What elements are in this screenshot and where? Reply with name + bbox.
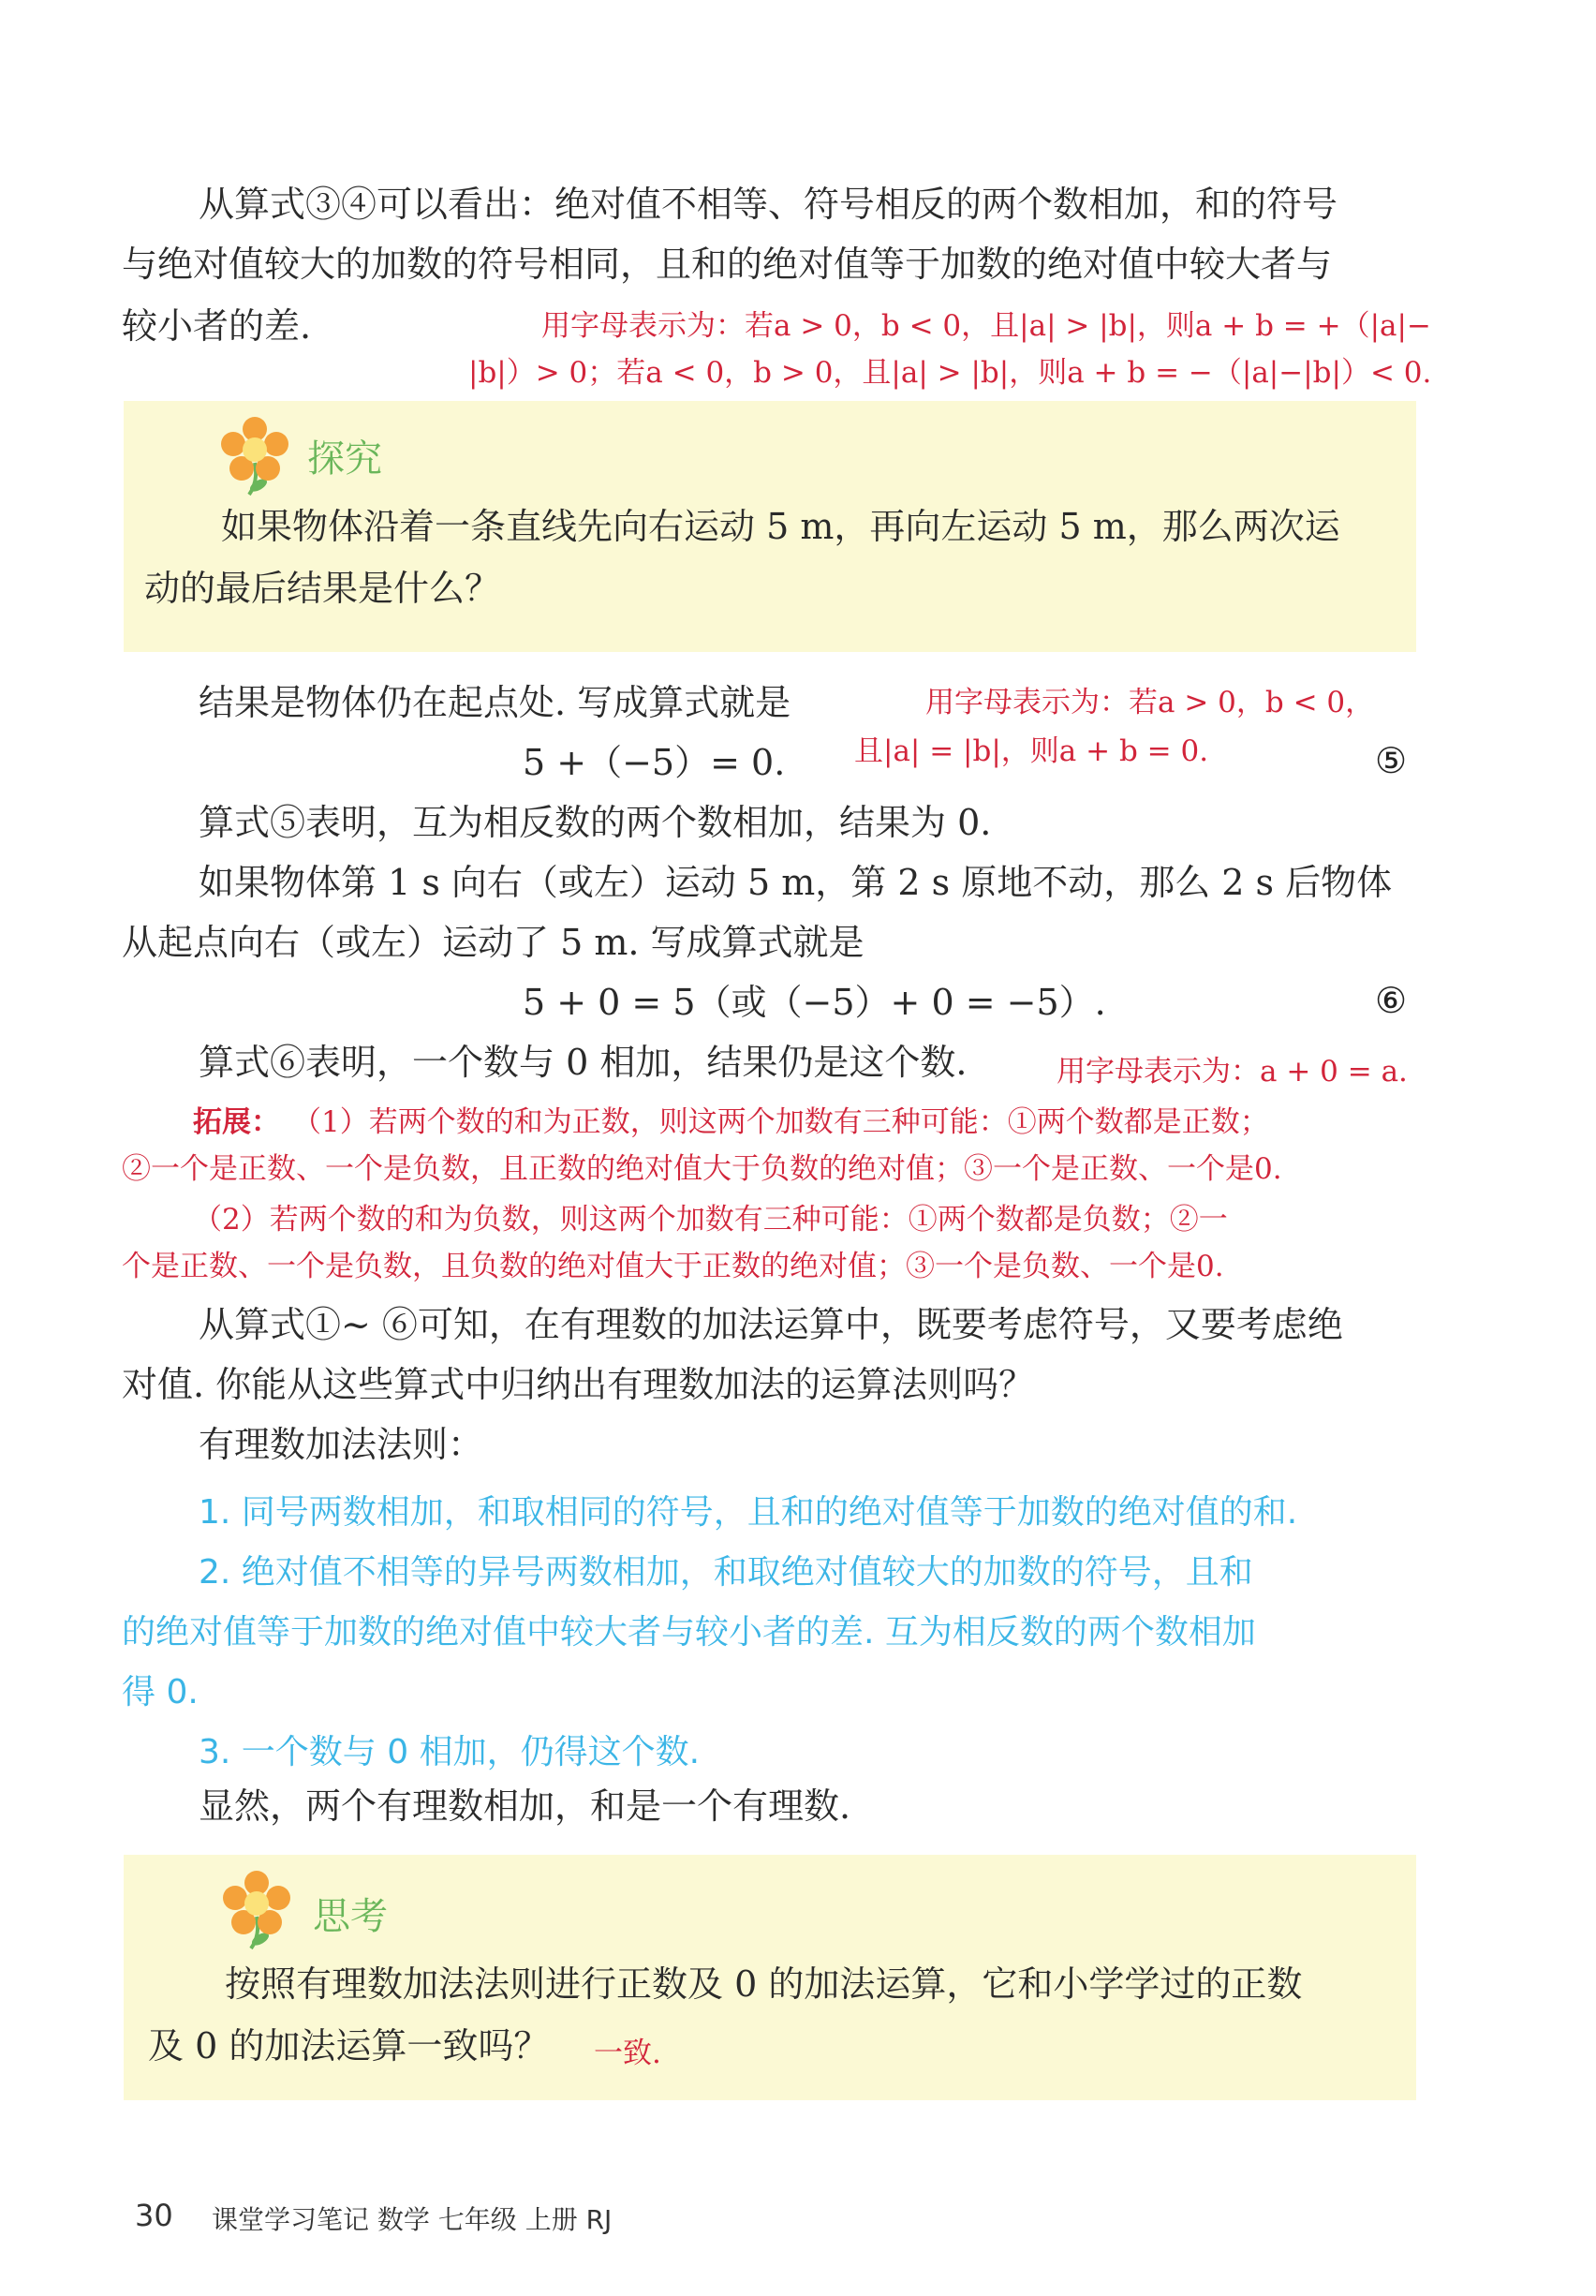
para5: 算式⑤表明，互为相反数的两个数相加，结果为 0. <box>199 802 992 843</box>
explore-box <box>124 401 1416 652</box>
explore-title: 探究 <box>307 437 382 481</box>
explore-line1: 如果物体沿着一条直线先向右运动 5 m，再向左运动 5 m，那么两次运 <box>221 506 1340 547</box>
rule-2-line3: 得 0. <box>122 1673 199 1711</box>
extension-line4: 个是正数、一个是负数，且负数的绝对值大于正数的绝对值；③一个是负数、一个是0. <box>122 1250 1224 1283</box>
equation-number-5: ⑤ <box>1375 740 1408 781</box>
para1-line3: 较小者的差. <box>122 305 312 347</box>
para7: 算式⑥表明，一个数与 0 相加，结果仍是这个数. <box>199 1042 968 1083</box>
think-title: 思考 <box>313 1895 388 1938</box>
equation-number-6: ⑥ <box>1375 980 1408 1021</box>
extension-label: 拓展： <box>193 1105 280 1139</box>
para1-line2: 与绝对值较大的加数的符号相同，且和的绝对值等于加数的绝对值中较大者与 <box>122 244 1333 285</box>
rule-2-line1: 2. 绝对值不相等的异号两数相加，和取绝对值较大的加数的符号，且和 <box>199 1553 1253 1592</box>
note1-line1: 用字母表示为：若a > 0，b < 0，且|a| > |b|，则a + b = +（|a|− <box>541 309 1431 343</box>
think-line2: 及 0 的加法运算一致吗？ <box>148 2025 550 2066</box>
extension-line1: （1）若两个数的和为正数，则这两个加数有三种可能：①两个数都是正数； <box>292 1105 1269 1139</box>
think-answer: 一致. <box>594 2037 661 2070</box>
para6-line2: 从起点向右（或左）运动了 5 m. 写成算式就是 <box>122 922 864 963</box>
think-line1: 按照有理数加法法则进行正数及 0 的加法运算，它和小学学过的正数 <box>225 1963 1303 2005</box>
para1-line1: 从算式③④可以看出：绝对值不相等、符号相反的两个数相加，和的符号 <box>199 184 1338 225</box>
result-note-line1: 用字母表示为：若a > 0，b < 0， <box>925 686 1375 719</box>
extension-line3: （2）若两个数的和为负数，则这两个加数有三种可能：①两个数都是负数；②一 <box>193 1203 1228 1237</box>
para8-line3: 有理数加法法则： <box>199 1424 484 1465</box>
footer-text: 课堂学习笔记 数学 七年级 上册 RJ <box>212 2204 613 2235</box>
equation-5: 5 +（−5）= 0. <box>523 742 786 783</box>
think-box <box>124 1855 1416 2100</box>
para8-line1: 从算式①~ ⑥可知，在有理数的加法运算中，既要考虑符号，又要考虑绝 <box>199 1304 1343 1345</box>
para6-line1: 如果物体第 1 s 向右（或左）运动 5 m，第 2 s 原地不动，那么 2 s 后物体 <box>199 862 1393 903</box>
result-line1: 结果是物体仍在起点处. 写成算式就是 <box>199 682 791 723</box>
rule-3: 3. 一个数与 0 相加，仍得这个数. <box>199 1733 701 1771</box>
para9: 显然，两个有理数相加，和是一个有理数. <box>199 1785 851 1827</box>
para7-note: 用字母表示为：a + 0 = a. <box>1057 1055 1408 1089</box>
rule-2-line2: 的绝对值等于加数的绝对值中较大者与较小者的差. 互为相反数的两个数相加 <box>122 1613 1256 1652</box>
note1-line2: |b|）> 0；若a < 0，b > 0，且|a| > |b|，则a + b = −（|a|−|b|）< 0. <box>468 356 1432 390</box>
page-number: 30 <box>135 2198 173 2233</box>
para8-line2: 对值. 你能从这些算式中归纳出有理数加法的运算法则吗？ <box>122 1364 1035 1405</box>
result-note-line2: 且|a| = |b|，则a + b = 0. <box>854 734 1209 768</box>
explore-line2: 动的最后结果是什么？ <box>144 568 501 609</box>
extension-line2: ②一个是正数、一个是负数，且正数的绝对值大于负数的绝对值；③一个是正数、一个是0. <box>122 1152 1282 1186</box>
rule-1: 1. 同号两数相加，和取相同的符号，且和的绝对值等于加数的绝对值的和. <box>199 1493 1298 1532</box>
flower-icon <box>217 416 292 496</box>
equation-6: 5 + 0 = 5（或（−5）+ 0 = −5）. <box>523 982 1106 1023</box>
flower-icon <box>219 1870 294 1950</box>
